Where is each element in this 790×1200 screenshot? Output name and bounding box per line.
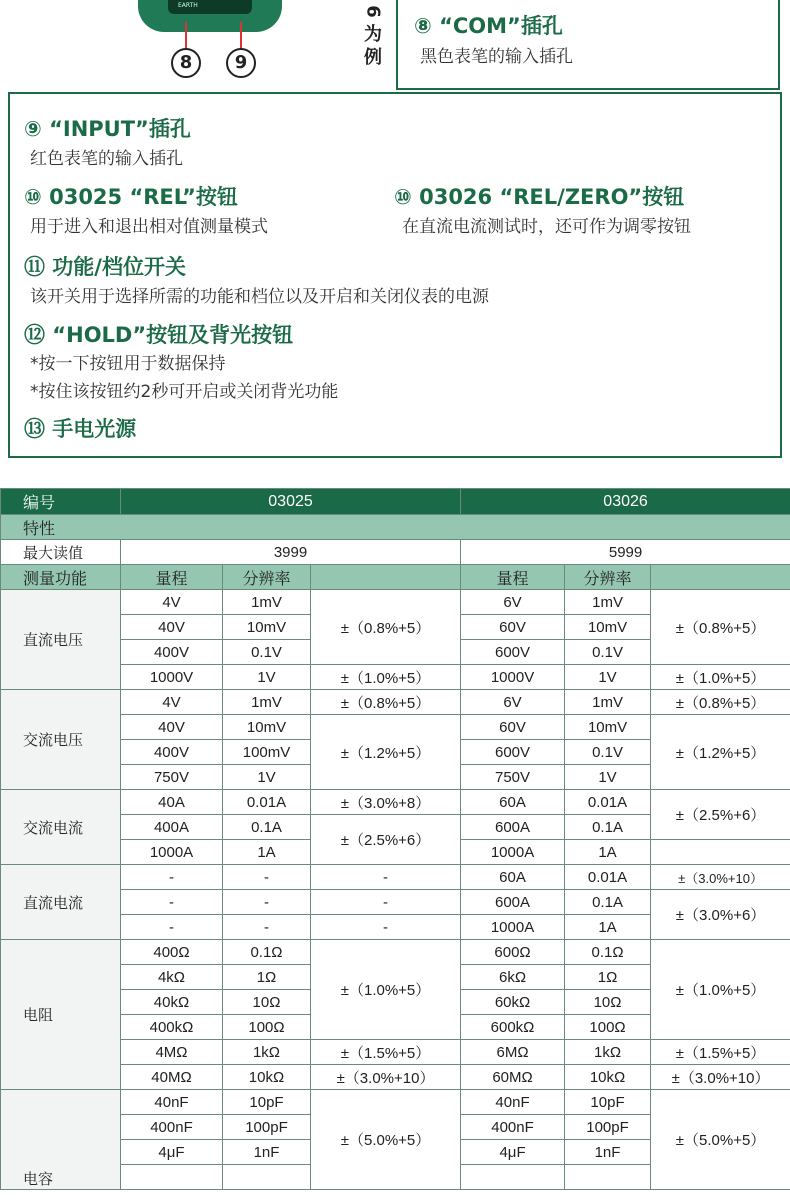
cell: 10Ω <box>565 990 651 1015</box>
cell: 600Ω <box>461 940 565 965</box>
cell: 400nF <box>121 1115 223 1140</box>
cell: 4MΩ <box>121 1040 223 1065</box>
cell: 4kΩ <box>121 965 223 990</box>
cell: 0.01A <box>223 790 311 815</box>
group-resistance: 电阻 <box>1 940 121 1090</box>
accuracy-cell: ±（5.0%+5） <box>311 1090 461 1190</box>
rel-title: ⑩ 03025 “REL”按钮 <box>24 185 238 209</box>
cell: 400V <box>121 640 223 665</box>
cell: 600V <box>461 640 565 665</box>
accuracy-cell: ±（1.2%+5） <box>311 715 461 790</box>
cell: - <box>223 865 311 890</box>
cell: 4V <box>121 590 223 615</box>
com-desc: 黑色表笔的输入插孔 <box>420 47 573 67</box>
input-title: ⑨ “INPUT”插孔 <box>24 117 191 141</box>
range-header: 量程 <box>121 565 223 590</box>
cell: 1000V <box>461 665 565 690</box>
cell: 1000A <box>461 840 565 865</box>
pin8-line <box>185 22 187 50</box>
accuracy-cell: ±（3.0%+6） <box>651 890 790 940</box>
cell: 0.1V <box>223 640 311 665</box>
cell: 0.1A <box>565 890 651 915</box>
cell: 100pF <box>565 1115 651 1140</box>
cell: 1V <box>565 765 651 790</box>
cell: 60A <box>461 790 565 815</box>
table-row <box>1 865 790 890</box>
accuracy-cell: ±（3.0%+10） <box>651 865 790 890</box>
cell: 1Ω <box>223 965 311 990</box>
cell: 1A <box>565 915 651 940</box>
accuracy-cell: ±（2.5%+6） <box>651 790 790 840</box>
model-header: 编号 <box>1 489 121 515</box>
cell: 600V <box>461 740 565 765</box>
cell: 6V <box>461 690 565 715</box>
accuracy-cell: ±（3.0%+10） <box>311 1065 461 1090</box>
cell: 600A <box>461 815 565 840</box>
hold-desc-2: *按住该按钮约2秒可开启或关闭背光功能 <box>30 382 339 402</box>
cell: 6kΩ <box>461 965 565 990</box>
cell: 4μF <box>121 1140 223 1165</box>
group-ac-voltage: 交流电压 <box>1 690 121 790</box>
cell: - <box>121 915 223 940</box>
cell: 10kΩ <box>223 1065 311 1090</box>
cell: 100mV <box>223 740 311 765</box>
cell: 1kΩ <box>565 1040 651 1065</box>
cell: 0.1Ω <box>223 940 311 965</box>
table-row <box>1 1090 790 1115</box>
cell: - <box>121 865 223 890</box>
cell: 1mV <box>565 690 651 715</box>
cell: 40A <box>121 790 223 815</box>
accuracy-cell: ±（0.8%+5） <box>651 590 790 665</box>
cell: 400A <box>121 815 223 840</box>
accuracy-cell: ±（3.0%+8） <box>311 790 461 815</box>
accuracy-cell: ±（1.0%+5） <box>311 940 461 1040</box>
cell: 60MΩ <box>461 1065 565 1090</box>
cell: 400nF <box>461 1115 565 1140</box>
cell: 1000V <box>121 665 223 690</box>
cell: 10mV <box>223 615 311 640</box>
cell: 100pF <box>223 1115 311 1140</box>
cell: 4μF <box>461 1140 565 1165</box>
cell: 40V <box>121 715 223 740</box>
flashlight-title: ⑬ 手电光源 <box>24 417 137 441</box>
function-switch-desc: 该开关用于选择所需的功能和档位以及开启和关闭仪表的电源 <box>30 287 489 307</box>
accuracy-cell: ±（1.0%+5） <box>651 940 790 1040</box>
group-capacitance: 电容 <box>1 1090 121 1190</box>
function-header: 测量功能 <box>1 565 121 590</box>
device-label: EARTH <box>178 2 198 9</box>
feature-header: 特性 <box>1 515 790 540</box>
cell: 10mV <box>223 715 311 740</box>
relzero-desc: 在直流电流测试时，还可作为调零按钮 <box>402 217 691 237</box>
cell: 10mV <box>565 715 651 740</box>
cell: 1nF <box>223 1140 311 1165</box>
accuracy-cell: ±（1.0%+5） <box>311 665 461 690</box>
resolution-header: 分辨率 <box>223 565 311 590</box>
cell: 4V <box>121 690 223 715</box>
cell: 40nF <box>461 1090 565 1115</box>
model-03025: 03025 <box>121 489 461 515</box>
cell: 1kΩ <box>223 1040 311 1065</box>
cell: 10Ω <box>223 990 311 1015</box>
cell: 40MΩ <box>121 1065 223 1090</box>
cell: 10mV <box>565 615 651 640</box>
max-reading-03025: 3999 <box>121 540 461 565</box>
resolution-header: 分辨率 <box>565 565 651 590</box>
cell: 1mV <box>223 590 311 615</box>
cell: 40nF <box>121 1090 223 1115</box>
cell: 1nF <box>565 1140 651 1165</box>
cell: 400Ω <box>121 940 223 965</box>
rel-desc: 用于进入和退出相对值测量模式 <box>30 217 268 237</box>
accuracy-cell: ±（0.8%+5） <box>311 690 461 715</box>
cell: 1Ω <box>565 965 651 990</box>
accuracy-cell: ±（1.0%+5） <box>651 665 790 690</box>
cell: 1V <box>565 665 651 690</box>
cell: 1mV <box>565 590 651 615</box>
cell <box>565 1165 651 1190</box>
pin9-badge: 9 <box>226 48 256 78</box>
cell: 0.1V <box>565 640 651 665</box>
button-description-box <box>8 92 782 458</box>
cell: 750V <box>461 765 565 790</box>
range-header: 量程 <box>461 565 565 590</box>
com-title: ⑧ “COM”插孔 <box>414 14 563 38</box>
table-row <box>1 590 790 615</box>
cell: 600A <box>461 890 565 915</box>
cell: 60V <box>461 615 565 640</box>
cell: 750V <box>121 765 223 790</box>
vertical-char: 例 <box>364 47 382 68</box>
input-desc: 红色表笔的输入插孔 <box>30 149 183 169</box>
cell <box>461 1165 565 1190</box>
cell: 0.1A <box>565 815 651 840</box>
cell: 6MΩ <box>461 1040 565 1065</box>
cell: 60V <box>461 715 565 740</box>
top-section <box>0 0 790 92</box>
table-row <box>1 690 790 715</box>
accuracy-cell: ±（1.5%+5） <box>651 1040 790 1065</box>
cell: 10pF <box>223 1090 311 1115</box>
table-row <box>1 565 790 590</box>
pin8-badge: 8 <box>171 48 201 78</box>
spec-table <box>0 488 790 1190</box>
cell: 1000A <box>461 915 565 940</box>
max-reading-03026: 5999 <box>461 540 790 565</box>
cell: 60kΩ <box>461 990 565 1015</box>
cell: 1mV <box>223 690 311 715</box>
cell: 0.01A <box>565 865 651 890</box>
group-dc-current: 直流电流 <box>1 865 121 940</box>
cell: 0.1V <box>565 740 651 765</box>
hold-desc-1: *按一下按钮用于数据保持 <box>30 354 226 374</box>
cell: 0.1Ω <box>565 940 651 965</box>
hold-title: ⑫ “HOLD”按钮及背光按钮 <box>24 323 294 347</box>
cell: 60A <box>461 865 565 890</box>
pin9-line <box>240 22 242 50</box>
cell: 40kΩ <box>121 990 223 1015</box>
accuracy-cell: - <box>311 890 461 915</box>
com-jack-box <box>396 0 780 90</box>
accuracy-cell: - <box>311 865 461 890</box>
accuracy-cell: - <box>311 915 461 940</box>
accuracy-cell: ±（0.8%+5） <box>311 590 461 665</box>
max-reading-label: 最大读值 <box>1 540 121 565</box>
cell: 1A <box>223 840 311 865</box>
cell: 100Ω <box>223 1015 311 1040</box>
cell: 6V <box>461 590 565 615</box>
accuracy-header <box>651 565 790 590</box>
cell <box>121 1165 223 1190</box>
cell: - <box>121 890 223 915</box>
relzero-title: ⑩ 03026 “REL/ZERO”按钮 <box>394 185 685 209</box>
model-03026: 03026 <box>461 489 790 515</box>
cell: - <box>223 915 311 940</box>
cell: 400V <box>121 740 223 765</box>
accuracy-cell: ±（2.5%+6） <box>311 815 461 865</box>
cell: 400kΩ <box>121 1015 223 1040</box>
group-dc-voltage: 直流电压 <box>1 590 121 690</box>
accuracy-header <box>311 565 461 590</box>
cell: 1V <box>223 765 311 790</box>
table-row <box>1 940 790 965</box>
group-ac-current: 交流电流 <box>1 790 121 865</box>
cell: 40V <box>121 615 223 640</box>
function-switch-title: ⑪ 功能/档位开关 <box>24 255 186 279</box>
table-row <box>1 515 790 540</box>
accuracy-cell: ±（3.0%+10） <box>651 1065 790 1090</box>
cell: 1V <box>223 665 311 690</box>
cell: 100Ω <box>565 1015 651 1040</box>
accuracy-cell: ±（1.2%+5） <box>651 715 790 790</box>
table-row <box>1 489 790 515</box>
accuracy-cell: ±（1.5%+5） <box>311 1040 461 1065</box>
accuracy-cell: ±（5.0%+5） <box>651 1090 790 1190</box>
cell: 1000A <box>121 840 223 865</box>
cell: 1A <box>565 840 651 865</box>
cell: - <box>223 890 311 915</box>
cell: 0.01A <box>565 790 651 815</box>
multimeter-image <box>138 0 282 32</box>
cell: 10pF <box>565 1090 651 1115</box>
vertical-char: 6 <box>362 5 384 18</box>
cell: 10kΩ <box>565 1065 651 1090</box>
cell: 0.1A <box>223 815 311 840</box>
accuracy-cell: ±（0.8%+5） <box>651 690 790 715</box>
table-row <box>1 790 790 815</box>
cell <box>223 1165 311 1190</box>
cell: 600kΩ <box>461 1015 565 1040</box>
vertical-note <box>360 0 386 69</box>
cell <box>651 840 790 865</box>
table-row <box>1 540 790 565</box>
vertical-char: 为 <box>364 24 382 45</box>
